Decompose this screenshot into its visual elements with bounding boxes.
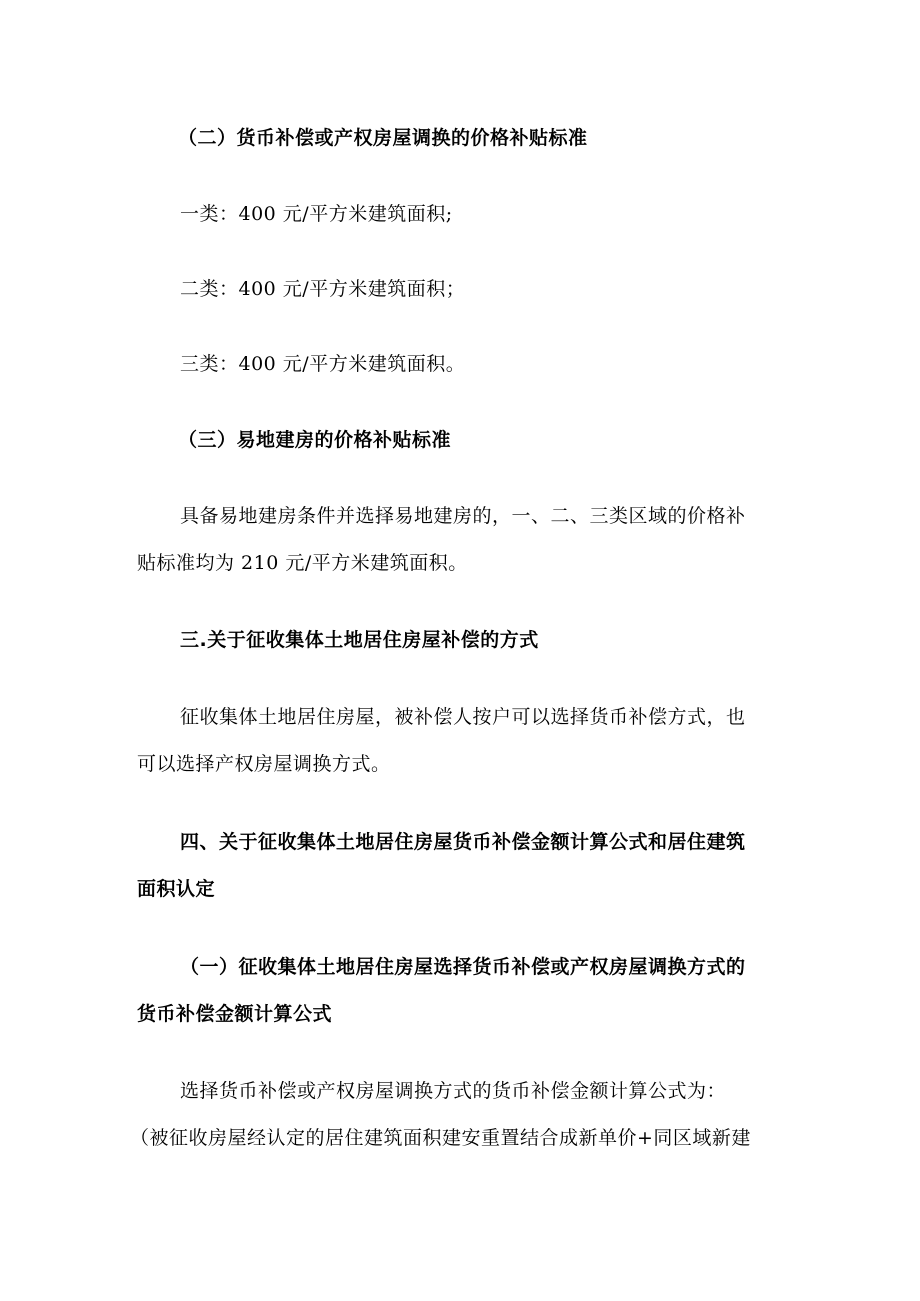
method-paragraph-line-1: 征收集体土地居住房屋，被补偿人按户可以选择货币补偿方式，也 bbox=[180, 706, 746, 728]
formula-paragraph-line-2: （被征收房屋经认定的居住建筑面积建安重置结合成新单价+同区域新建 bbox=[130, 1127, 751, 1149]
section-4-title-line-1: 四、关于征收集体土地居住房屋货币补偿金额计算公式和居住建筑 bbox=[180, 831, 746, 853]
method-paragraph-line-2: 可以选择产权房屋调换方式。 bbox=[137, 753, 391, 775]
subheading-3: （三）易地建房的价格补贴标准 bbox=[178, 429, 452, 451]
relocate-paragraph-line-2: 贴标准均为 210 元/平方米建筑面积。 bbox=[137, 552, 468, 574]
section-3-title: 三.关于征收集体土地居住房屋补偿的方式 bbox=[180, 629, 539, 651]
subsection-1-title-line-2: 货币补偿金额计算公式 bbox=[137, 1003, 333, 1025]
subsection-1-title-line-1: （一）征收集体土地居住房屋选择货币补偿或产权房屋调换方式的 bbox=[180, 956, 746, 978]
subheading-2: （二）货币补偿或产权房屋调换的价格补贴标准 bbox=[178, 127, 588, 149]
class-1-standard: 一类：400 元/平方米建筑面积; bbox=[180, 203, 453, 225]
class-2-standard: 二类：400 元/平方米建筑面积； bbox=[180, 278, 466, 300]
section-4-title-line-2: 面积认定 bbox=[137, 878, 216, 900]
relocate-paragraph-line-1: 具备易地建房条件并选择易地建房的，一、二、三类区域的价格补 bbox=[180, 505, 746, 527]
formula-paragraph-line-1: 选择货币补偿或产权房屋调换方式的货币补偿金额计算公式为： bbox=[180, 1080, 727, 1102]
class-3-standard: 三类：400 元/平方米建筑面积。 bbox=[180, 353, 466, 375]
